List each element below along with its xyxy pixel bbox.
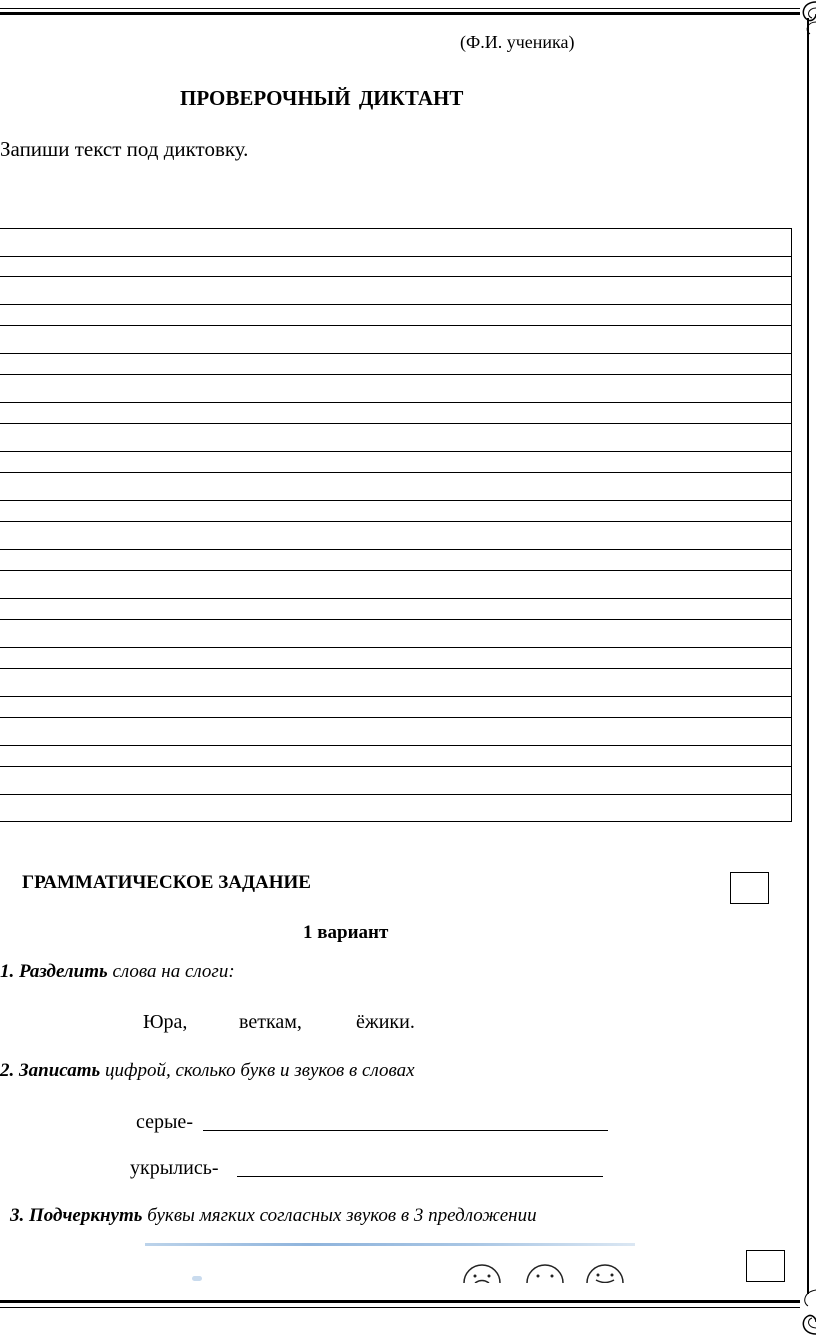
- task-3: [10, 1205, 537, 1227]
- count-word-label: укрылись-: [130, 1157, 219, 1179]
- syllable-word: Юра,: [143, 1011, 188, 1033]
- sad-face-icon[interactable]: [462, 1263, 502, 1283]
- page-title: ПРОВЕРОЧНЫЙ ДИКТАНТ: [180, 86, 464, 110]
- task-3-text: буквы мягких согласных звуков в 3 предложении: [142, 1205, 537, 1226]
- task-2-text: цифрой, сколько букв и звуков в словах: [100, 1060, 415, 1081]
- task-2: [0, 1060, 415, 1082]
- faded-blue-strip: [145, 1243, 635, 1246]
- frame-top-thick-line: [0, 12, 800, 15]
- frame-corner-ornament-bottom: [796, 1288, 816, 1338]
- neutral-face-icon[interactable]: [525, 1263, 565, 1283]
- frame-corner-ornament-top: [796, 0, 816, 36]
- frame-top-thin-line: [0, 8, 800, 9]
- task-3-verb: 3. Подчеркнуть: [10, 1205, 143, 1226]
- variant-label: 1 вариант: [303, 922, 389, 943]
- dictation-writing-lines[interactable]: [0, 228, 792, 822]
- task-2-verb: 2. Записать: [0, 1060, 101, 1081]
- task-1: [0, 961, 235, 983]
- count-word-label: серые-: [136, 1111, 193, 1133]
- frame-bottom-thick-line: [0, 1300, 800, 1303]
- frame-bottom-thin-line: [0, 1307, 800, 1308]
- grammar-section-title: ГРАММАТИЧЕСКОЕ ЗАДАНИЕ: [22, 872, 311, 893]
- happy-face-icon[interactable]: [584, 1263, 626, 1283]
- student-name-caption-clipped: [460, 26, 590, 52]
- task-1-verb: 1. Разделить: [0, 961, 108, 982]
- grammar-score-box[interactable]: [730, 872, 769, 904]
- faded-blue-mark: [192, 1276, 202, 1281]
- dictation-instruction: Запиши текст под диктовку.: [0, 137, 249, 161]
- student-name-caption: (Ф.И. ученика): [460, 32, 575, 52]
- syllable-word: веткам,: [239, 1011, 302, 1033]
- syllable-word: ёжики.: [356, 1011, 415, 1033]
- answer-blank-line[interactable]: [237, 1176, 603, 1177]
- answer-blank-line[interactable]: [203, 1130, 608, 1131]
- frame-right-line: [807, 18, 809, 1294]
- self-assessment-box[interactable]: [746, 1250, 785, 1282]
- task-1-text: слова на слоги:: [107, 961, 235, 982]
